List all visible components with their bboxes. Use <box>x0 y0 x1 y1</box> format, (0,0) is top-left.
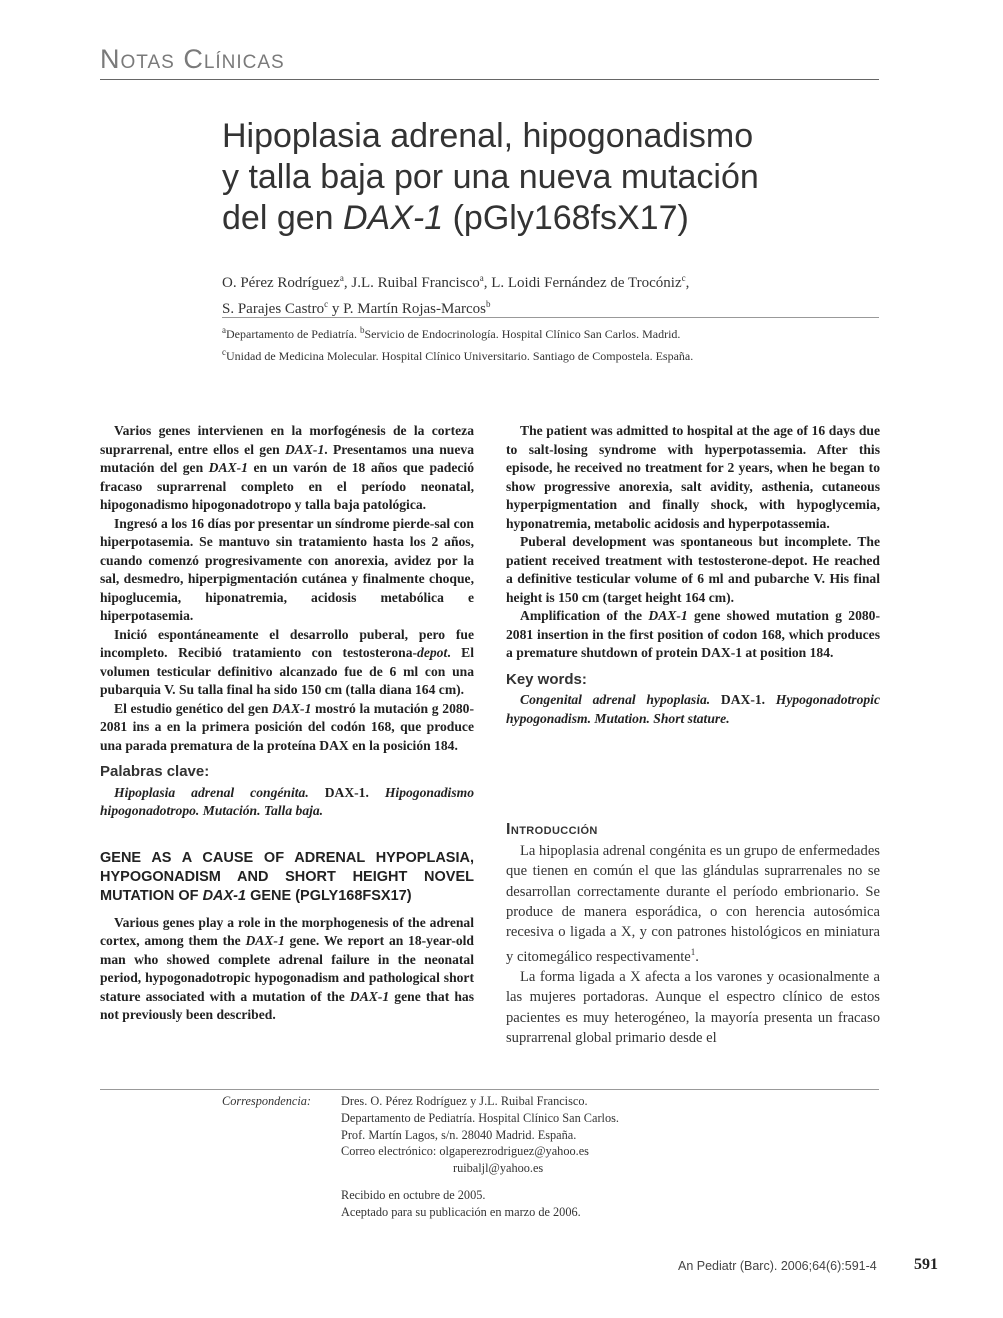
abstract-en-paragraph: The patient was admitted to hospital at the age of 16 days due to salt-losing syndrome with hyperpotassemia. After this episode, he received no treatment for 2 years, when he began to show progressive anorexia, salt avidity, asthenia, cutaneous hyperpigmentation and finally shock, with hypoglycemia, hyponatremia, metabolic acidosis and hyperpotassemia. <box>506 423 880 531</box>
introduction-section <box>506 820 880 1048</box>
correspondence-divider <box>100 1089 879 1090</box>
text-run: Inició espontáneamente el desarrollo puberal, pero fue incompleto. Recibió tratamiento con testosterona- <box>100 626 474 660</box>
section-header: Notas Clínicas <box>100 44 285 74</box>
abstract-left-column <box>100 422 474 1025</box>
text-run: Amplification of the <box>520 608 649 623</box>
submission-dates <box>341 1187 881 1221</box>
keywords-es <box>100 784 474 821</box>
author-name: O. Pérez Rodríguez <box>222 275 340 291</box>
keyword: DAX-1. <box>710 692 776 707</box>
gene-name: DAX-1 <box>272 700 312 716</box>
keyword: Hypogonadotropic hypogonadism. Mutation. Short stature. <box>506 692 880 726</box>
abstract-es-paragraph <box>100 422 474 515</box>
gene-name: DAX-1 <box>349 988 390 1004</box>
gene-name: DAX-1 <box>202 887 247 904</box>
text-run: El estudio genético del gen <box>114 700 273 716</box>
introduction-heading: Introducción <box>506 821 598 838</box>
introduction-paragraph <box>506 841 880 967</box>
author-name: S. Parajes Castro <box>222 301 325 317</box>
abstract-en-paragraph <box>506 607 880 663</box>
keyword: DAX-1. <box>308 784 385 800</box>
english-title <box>100 849 474 906</box>
author-separator: , <box>685 275 690 291</box>
affiliations <box>222 321 882 365</box>
text-run: GENE AS A CAUSE OF ADRENAL HYPOPLASIA, HYPOGONADISM AND SHORT HEIGHT NOVEL MUTATION OF <box>100 849 474 904</box>
abstract-en-paragraph <box>100 914 474 1025</box>
title-line: (pGly168fsX17) <box>443 199 689 237</box>
header-divider <box>100 79 879 80</box>
introduction-paragraph: La forma ligada a X afecta a los varones y ocasionalmente a las mujeres portadoras. Aunque el espectro clínico de estos pacientes es muy heterogéneo, la mayoría presenta un fracaso suprarrenal global primario desde el <box>506 969 880 1046</box>
text-run: gene that has not previously been described. <box>100 988 474 1022</box>
title-gene: DAX-1 <box>343 199 444 237</box>
keywords-heading-es: Palabras clave: <box>100 763 210 780</box>
correspondence-email: ruibaljl@yahoo.es <box>453 1161 544 1176</box>
keywords-heading-en: Key words: <box>506 670 587 688</box>
abstract-es-paragraph: Ingresó a los 16 días por presentar un síndrome pierde-sal con hiperpotasemia. Se mantuvo sin tratamiento hasta los 2 años, cuando comenzó progresivamente con anorexia, avidez por la sal, desmedro, hiperpigmentación cutánea y finalmente choque, hipoglucemia, hiponatremia, acidosis metabólica e hiperpotasemia. <box>100 515 474 623</box>
affil-mark: b <box>359 325 365 335</box>
accepted-date: Aceptado para su publicación en marzo de 2006. <box>341 1204 581 1219</box>
author-separator: , <box>343 275 352 291</box>
abstract-right-column <box>506 422 880 728</box>
text-run: GENE (PGLY168FSX17) <box>246 887 412 904</box>
correspondence-address <box>341 1093 881 1177</box>
correspondence-line: Dres. O. Pérez Rodríguez y J.L. Ruibal Francisco. <box>341 1094 588 1108</box>
author-affil-mark: a <box>479 273 484 283</box>
page-number: 591 <box>914 1256 938 1273</box>
affiliation-divider <box>222 317 879 318</box>
text-run: Varios genes intervienen en la morfogénesis de la corteza suprarrenal, entre ellos el gen <box>100 423 474 457</box>
author-name: P. Martín Rojas-Marcos <box>343 301 486 317</box>
text-run: mostró la mutación g 2080-2081 ins a en la primera posición del codón 168, que produce una parada prematura de la proteína DAX en la posición 184. <box>100 700 474 753</box>
affiliation-text: Servicio de Endocrinología. Hospital Clínico San Carlos. Madrid. <box>364 327 681 341</box>
correspondence-line: Prof. Martín Lagos, s/n. 28040 Madrid. España. <box>341 1127 577 1142</box>
text-run: Various genes play a role in the morphogenesis of the adrenal cortex, among them the <box>100 914 474 948</box>
abstract-en-paragraph: Puberal development was spontaneous but incomplete. The patient received treatment with testosterone-depot. He reached a definitive testicular volume of 6 ml and pubarche V. His final height is 150 cm (target height 164 cm). <box>506 534 880 605</box>
article-title <box>222 116 882 239</box>
gene-name: DAX-1 <box>648 608 688 623</box>
affiliation-text: Departamento de Pediatría. <box>226 327 360 341</box>
abstract-es-paragraph <box>100 700 474 756</box>
author-separator: , <box>483 275 492 291</box>
text-run: . El volumen testicular definitivo alcanzado fue de 6 ml con una pubarquia V. Su talla final ha sido 150 cm (talla diana 164 cm). <box>100 645 474 697</box>
correspondence-email: Correo electrónico: olgaperezrodriguez@yahoo.es <box>341 1144 589 1159</box>
author-affil-mark: a <box>339 273 344 283</box>
author-name: L. Loidi Fernández de Trocóniz <box>491 275 682 291</box>
gene-name: DAX-1 <box>245 933 285 948</box>
affil-mark: c <box>222 347 226 357</box>
text-run: gene. We report an 18-year-old man who showed complete adrenal failure in the neonatal period, hypogonadotropic hypogonadism and pathological short stature associated with a mutation of the <box>100 933 474 1004</box>
correspondence-line: Departamento de Pediatría. Hospital Clínico San Carlos. <box>341 1110 619 1125</box>
author-affil-mark: c <box>681 273 686 283</box>
keyword: Congenital adrenal hypoplasia. <box>520 692 711 707</box>
affil-mark: a <box>222 325 226 335</box>
keyword: Hipogonadismo hipogonadotropo. Mutación. Talla baja. <box>100 784 474 818</box>
correspondence-label: Correspondencia: <box>222 1094 312 1108</box>
abstract-es-paragraph <box>100 626 474 700</box>
author-list <box>222 268 882 320</box>
text-run: en un varón de 18 años que padeció fracaso suprarrenal completo en el período neonatal, hipogonadismo hipogonadotropo y talla baja patológica. <box>100 460 474 512</box>
text-run: gene showed mutation g 2080-2081 insertion in the first position of codon 168, which produces a premature shutdown of protein DAX-1 at position 184. <box>506 608 880 660</box>
author-name: J.L. Ruibal Francisco <box>351 275 480 291</box>
gene-name: DAX-1 <box>284 441 325 457</box>
author-affil-mark: b <box>485 299 491 309</box>
title-line: del gen <box>222 199 343 237</box>
reference-mark: 1 <box>690 947 696 958</box>
author-affil-mark: c <box>324 299 329 309</box>
author-separator: y <box>328 301 344 317</box>
title-line: y talla baja por una nueva mutación <box>222 158 759 196</box>
text-run: . <box>695 949 699 966</box>
keywords-en <box>506 691 880 728</box>
text-run-italic: depot <box>417 645 448 660</box>
received-date: Recibido en octubre de 2005. <box>341 1188 486 1202</box>
gene-name: DAX-1 <box>208 460 248 475</box>
journal-citation: An Pediatr (Barc). 2006;64(6):591-4 <box>678 1259 877 1273</box>
text-run: La hipoplasia adrenal congénita es un grupo de enfermedades que tienen en común el que las glándulas suprarrenales no se desarrollan correctamente durante el período embrionario. Se produce de manera esporádica, o con herencia autosómica recesiva o ligada a X, y con patrones histológicos en miniatura y citomegálico respectivamente <box>506 843 880 966</box>
keyword: Hipoplasia adrenal congénita. <box>114 784 309 800</box>
affiliation-text: Unidad de Medicina Molecular. Hospital Clínico Universitario. Santiago de Compostela. España. <box>226 349 694 363</box>
title-line: Hipoplasia adrenal, hipogonadismo <box>222 117 754 155</box>
text-run: . Presentamos una nueva mutación del gen <box>100 441 474 475</box>
